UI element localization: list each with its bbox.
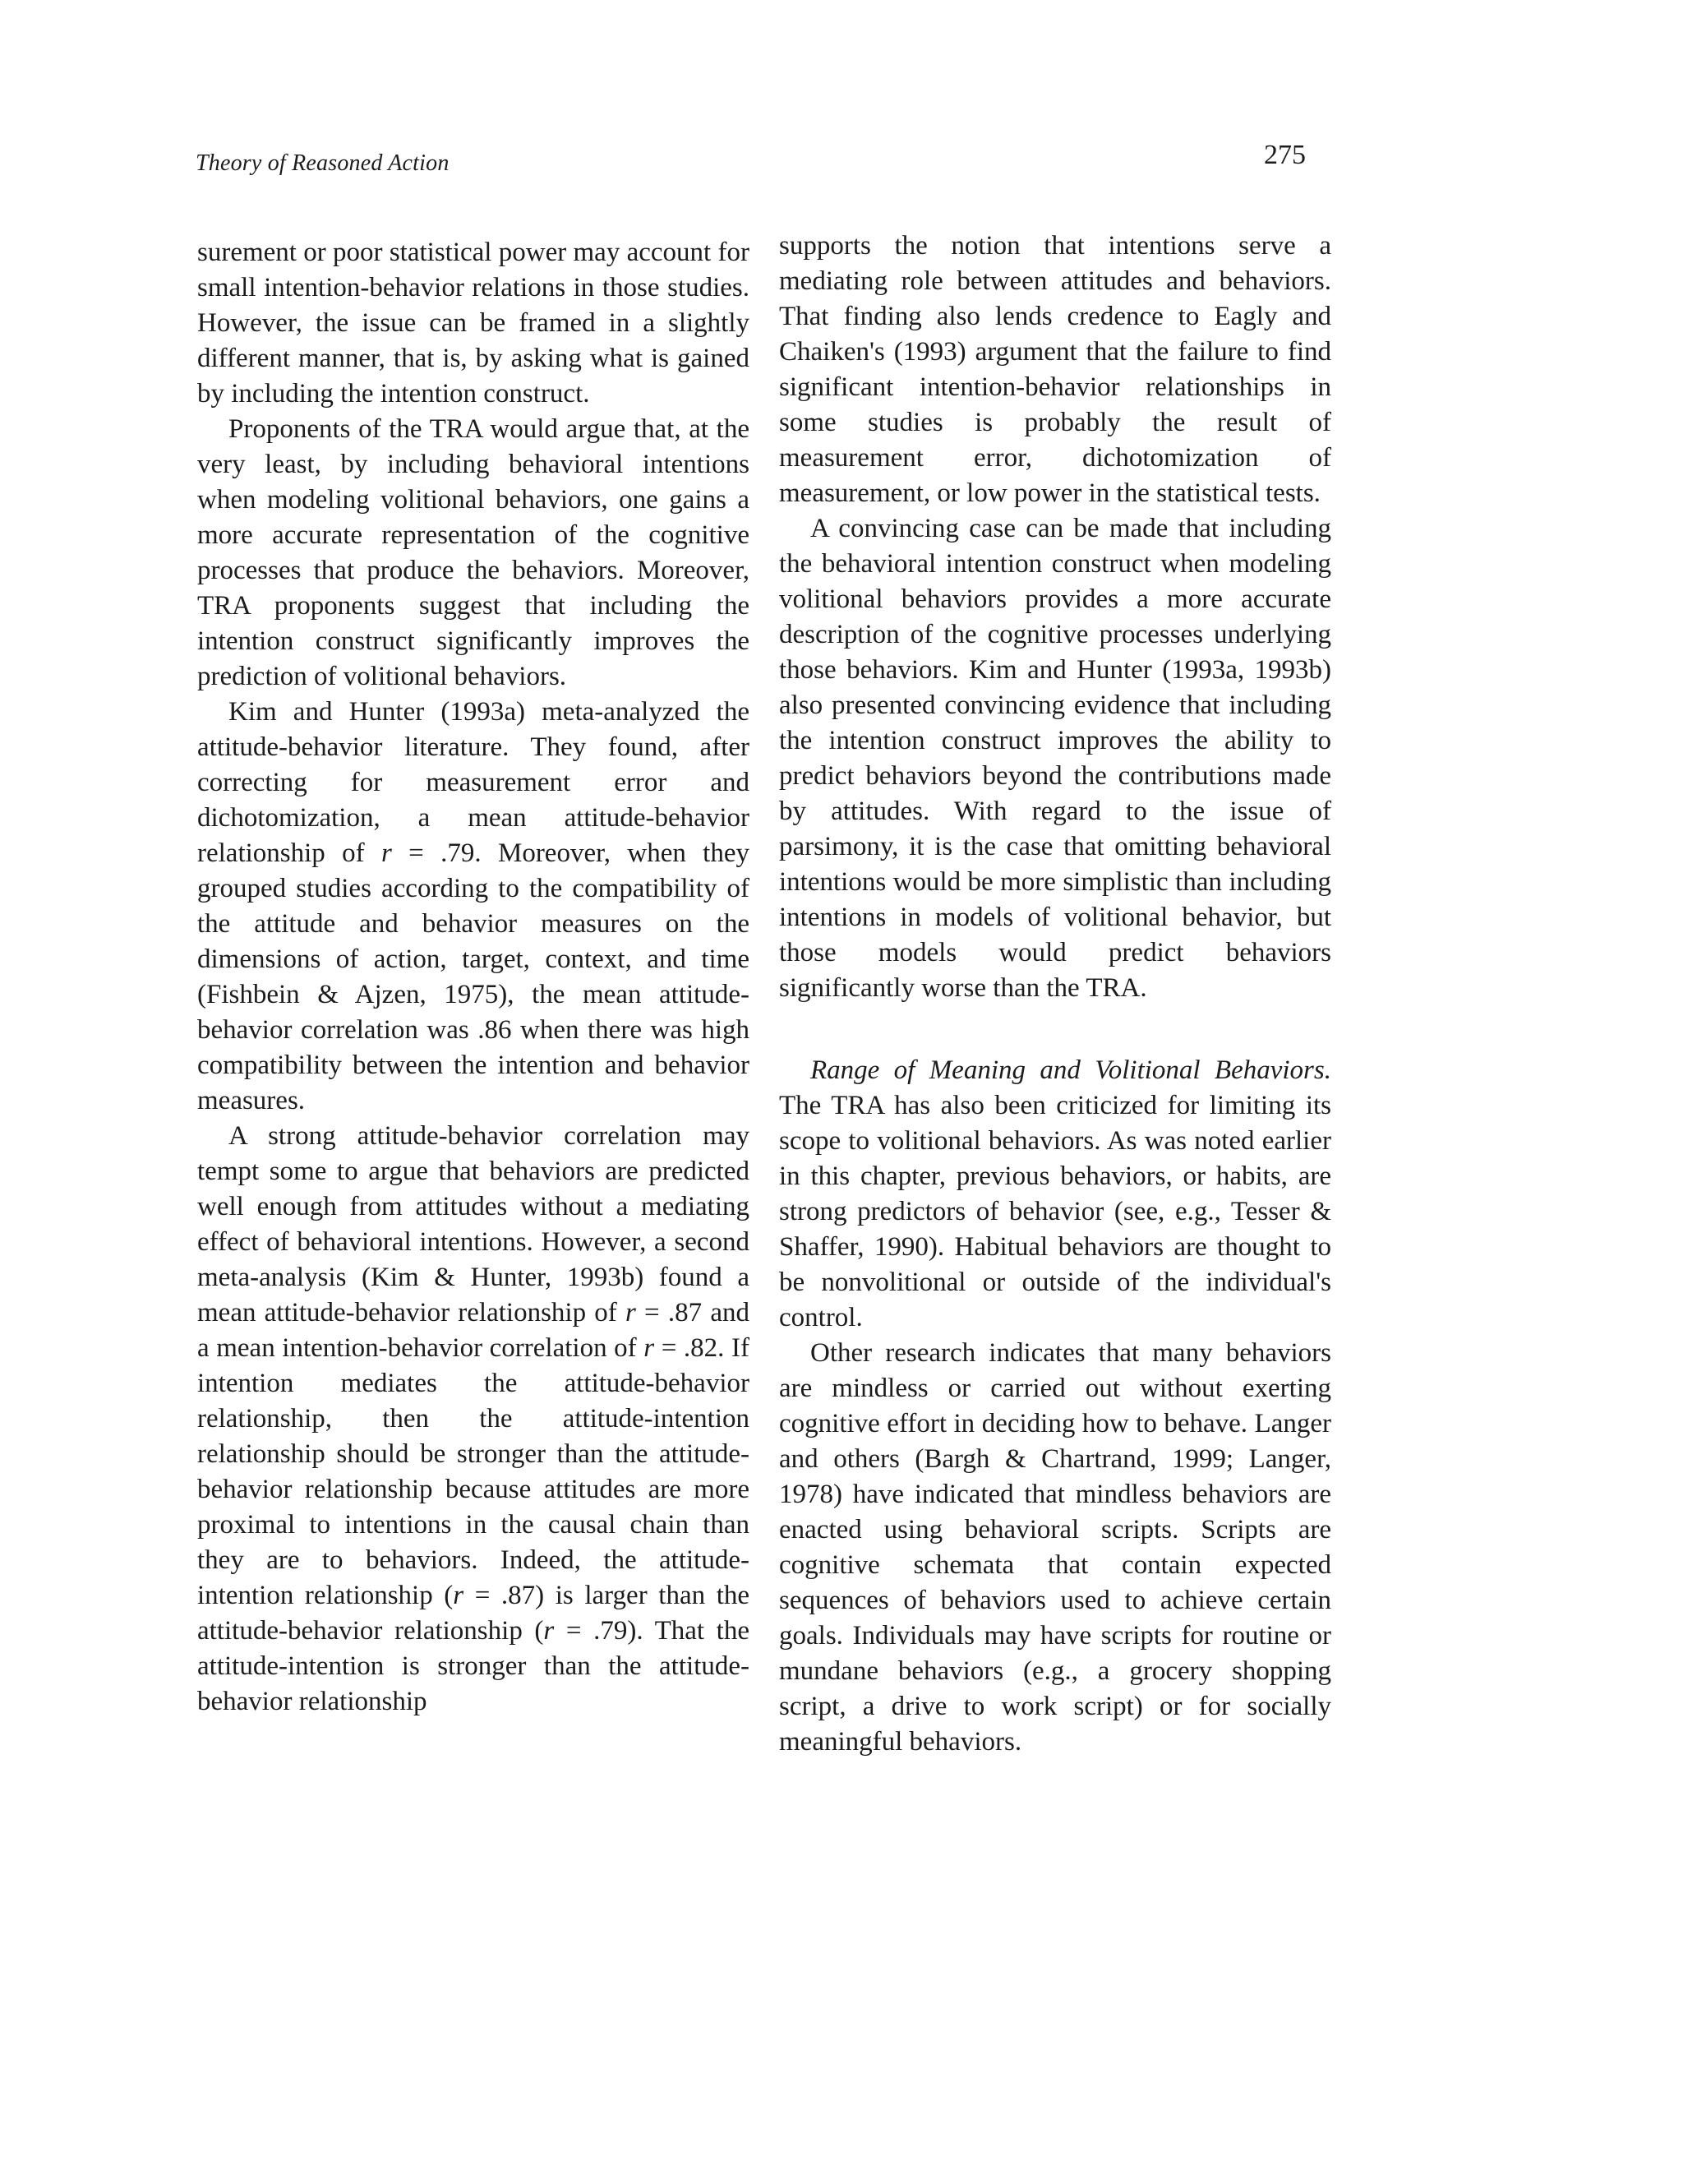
math-variable: r <box>625 1298 636 1327</box>
text-run: = .79. Moreover, when they grouped studies according to the compatibility of the attitude and behavior measures on the dimensions of action, target, context, and time (Fishbein & Ajzen, 1975), the mean attitude-behavior correlation was .86 when there was high compatibility between the intention and behavior measures. <box>197 838 749 1115</box>
text-run: The TRA has also been criticized for limiting its scope to volitional behaviors. As was noted earlier in this chapter, previous behaviors, or habits, are strong predictors of behavior (see, e.g., Tesser & Shaffer, 1990). Habitual behaviors are thought to be nonvolitional or outside of the individual's control. <box>779 1091 1331 1332</box>
paragraph: A convincing case can be made that including the behavioral intention construct when modeling volitional behaviors provides a more accurate description of the cognitive processes underlying those behaviors. Kim and Hunter (1993a, 1993b) also presented convincing evidence that including the intention construct improves the ability to predict behaviors beyond the contributions made by attitudes. With regard to the issue of parsimony, it is the case that omitting behavioral intentions would be more simplistic than including intentions in models of volitional behavior, but those models would predict behaviors significantly worse than the TRA. <box>779 514 1331 1003</box>
paragraph: surement or poor statistical power may account for small intention-behavior relations in those studies. However, the issue can be framed in a slightly different manner, that is, by asking what is gained by including the intention construct. <box>197 238 749 409</box>
text-run: = .87 and a mean intention-behavior correlation of <box>197 1298 749 1363</box>
paragraph: Other research indicates that many behaviors are mindless or carried out without exerting cognitive effort in deciding how to behave. Langer and others (Bargh & Chartrand, 1999; Langer, 1978) have indicated that mindless behaviors are enacted using behavioral scripts. Scripts are cognitive schemata that contain expected sequences of behaviors used to achieve certain goals. Individuals may have scripts for routine or mundane behaviors (e.g., a grocery shopping script, a drive to work script) or for socially meaningful behaviors. <box>779 1338 1331 1757</box>
math-variable: r <box>643 1333 655 1363</box>
math-variable: r <box>380 838 392 868</box>
subsection-title: Range of Meaning and Volitional Behaviors. <box>810 1055 1331 1085</box>
text-run: = .82. If intention mediates the attitude-behavior relationship, then the attitude-intention relationship should be stronger than the attitude-behavior relationship because attitudes are more proximal to intentions in the causal chain than they are to behaviors. Indeed, the attitude-intention relationship ( <box>197 1333 749 1610</box>
math-variable: r <box>453 1581 464 1610</box>
right-column <box>779 229 1331 1760</box>
text-run: = .87) is larger than the attitude-behavior relationship ( <box>197 1581 750 1646</box>
left-column <box>197 235 749 1720</box>
paragraph <box>197 1119 749 1720</box>
text-run: = .79). That the attitude-intention is stronger than the attitude-behavior relationship <box>197 1616 749 1716</box>
running-head: Theory of Reasoned Action <box>196 150 450 176</box>
paragraph: Proponents of the TRA would argue that, at the very least, by including behavioral intentions when modeling volitional behaviors, one gains a more accurate representation of the cognitive processes that produce the behaviors. Moreover, TRA proponents suggest that including the intention construct significantly improves the prediction of volitional behaviors. <box>197 414 749 691</box>
paragraph <box>779 1053 1331 1336</box>
page-number: 275 <box>1264 140 1306 170</box>
text-run: A strong attitude-behavior correlation may tempt some to argue that behaviors are predicted well enough from attitudes without a mediating effect of behavioral intentions. However, a second meta-analysis (Kim & Hunter, 1993b) found a mean attitude-behavior relationship of <box>197 1121 749 1327</box>
paragraph <box>197 695 749 1119</box>
paragraph: supports the notion that intentions serve a mediating role between attitudes and behaviors. That finding also lends credence to Eagly and Chaiken's (1993) argument that the failure to find significant intention-behavior relationships in some studies is probably the result of measurement error, dichotomization of measurement, or low power in the statistical tests. <box>779 231 1331 508</box>
math-variable: r <box>543 1616 555 1646</box>
text-run: Kim and Hunter (1993a) meta-analyzed the attitude-behavior literature. They found, after correcting for measurement error and dichotomization, a mean attitude-behavior relationship of <box>197 697 749 868</box>
